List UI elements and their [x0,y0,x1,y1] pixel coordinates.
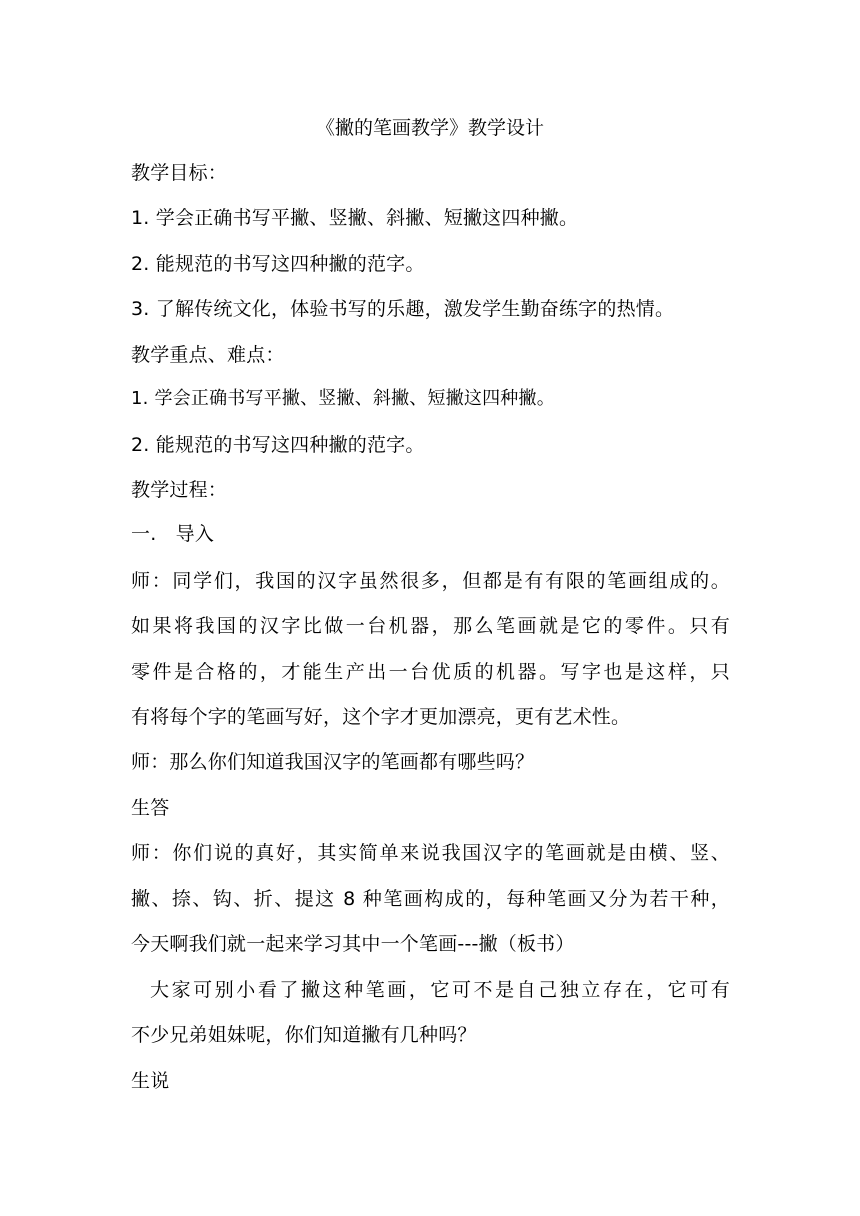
student-says: 生说 [131,1070,170,1092]
document-title: 《撇的笔画教学》教学设计 [315,117,544,139]
section-one-heading: 一. 导入 [131,523,215,545]
key-point-item-1: 1. 学会正确书写平撇、竖撇、斜撇、短撇这四种撇。 [131,388,555,409]
paragraph-1-line-2: 如果将我国的汉字比做一台机器，那么笔画就是它的零件。只有 [131,615,730,637]
paragraph-1-line-4: 有将每个字的笔画写好，这个字才更加漂亮，更有艺术性。 [131,706,631,728]
student-answer: 生答 [131,797,170,819]
paragraph-2-line-3: 今天啊我们就一起来学习其中一个笔画---撇（板书） [131,933,575,955]
goal-item-3: 3. 了解传统文化，体验书写的乐趣，激发学生勤奋练字的热情。 [131,298,675,320]
process-heading: 教学过程： [131,479,228,501]
paragraph-3-line-1 [131,978,730,1002]
key-points-heading: 教学重点、难点： [131,344,285,366]
paragraph-3-line-1-text: 大家可别小看了撇这种笔画，它可不是自己独立存在，它可有 [150,979,730,1001]
paragraph-3-line-2: 不少兄弟姐妹呢，你们知道撇有几种吗？ [131,1024,477,1046]
paragraph-2-line-2: 撇、捺、钩、折、提这 8 种笔画构成的，每种笔画又分为若干种， [131,888,730,910]
paragraph-1-line-1: 师：同学们，我国的汉字虽然很多，但都是有有限的笔画组成的。 [131,570,730,592]
goal-item-1: 1. 学会正确书写平撇、竖撇、斜撇、短撇这四种撇。 [131,207,579,229]
paragraph-2-line-1: 师：你们说的真好，其实简单来说我国汉字的笔画就是由横、竖、 [131,842,730,864]
goal-item-2: 2. 能规范的书写这四种撇的范字。 [131,253,425,275]
paragraph-1-line-3: 零件是合格的，才能生产出一台优质的机器。写字也是这样，只 [131,661,730,683]
key-point-item-2: 2. 能规范的书写这四种撇的范字。 [131,434,425,456]
goals-heading: 教学目标： [131,162,228,184]
teacher-question: 师：那么你们知道我国汉字的笔画都有哪些吗？ [131,751,535,773]
